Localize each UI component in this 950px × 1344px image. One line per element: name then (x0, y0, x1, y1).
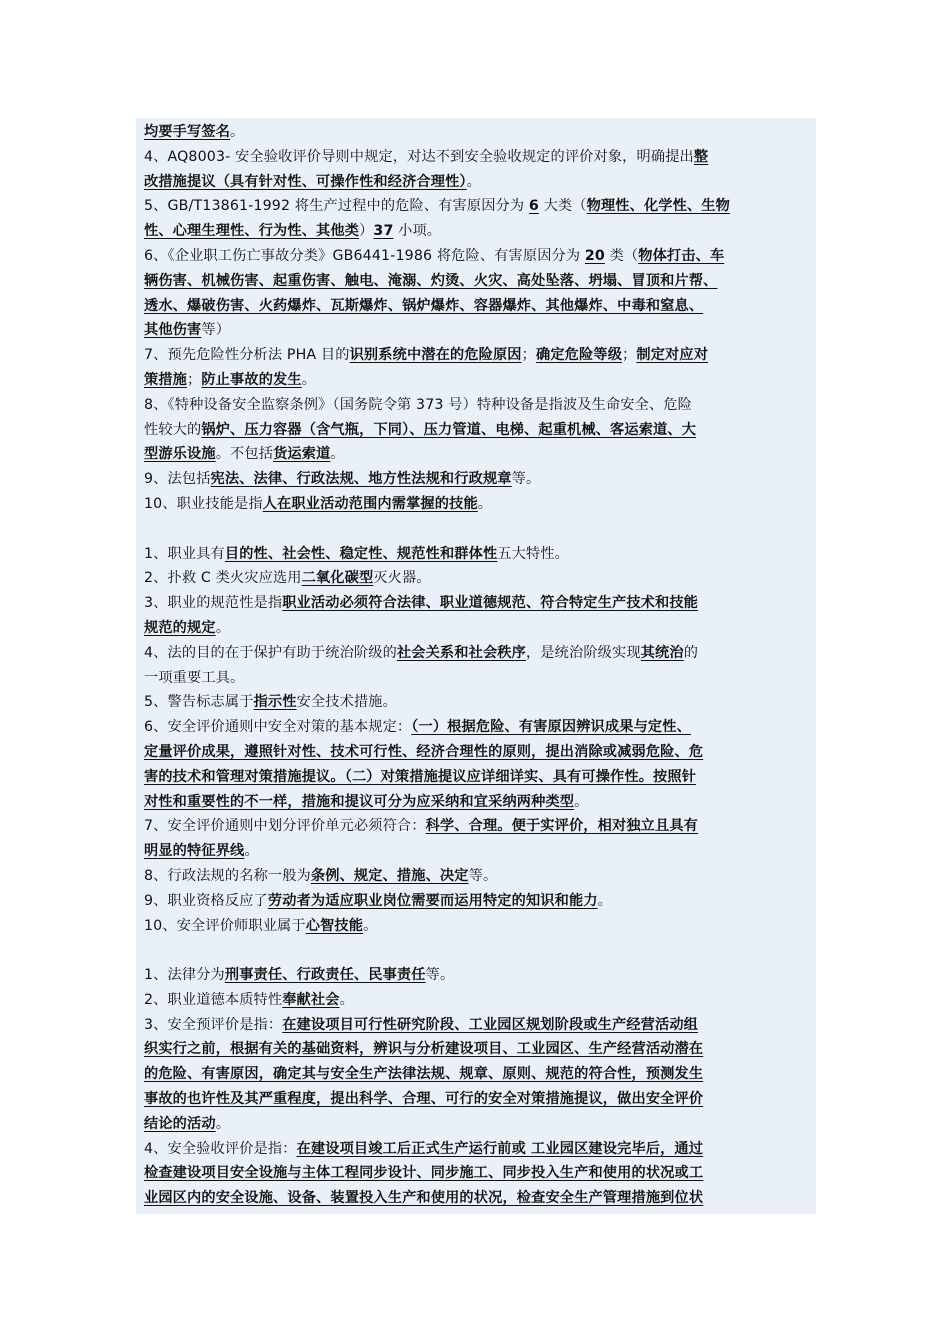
text-segment: 8、《特种设备安全监察条例》（国务院令第 373 号）特种设备是指波及生命安全、危险 (144, 396, 692, 413)
text-segment: 。 (244, 843, 259, 860)
underlined-answer: 心智技能 (305, 917, 364, 934)
underlined-answer: 性、心理生理性、行为性、其他类 (144, 223, 360, 240)
text-segment: 4、安全验收评价是指： (144, 1140, 297, 1157)
text-segment: 五大特性。 (497, 545, 569, 562)
text-segment: 1、法律分为 (144, 967, 225, 984)
text-segment: 灭火器。 (373, 570, 431, 587)
text-segment: 。 (301, 371, 317, 388)
underlined-answer: 其统治 (640, 644, 684, 661)
underlined-answer: 指示性 (253, 694, 297, 711)
underlined-answer: 在建设项目竣工后正式生产运行前或 工业园区建设完毕后，通过 (296, 1140, 704, 1157)
text-line (144, 1112, 816, 1137)
text-segment: 8、行政法规的名称一般为 (144, 867, 311, 884)
text-line (144, 219, 816, 244)
underlined-answer: 科学、合理。便于实评价，相对独立且具有 (425, 818, 699, 835)
text-line (144, 343, 816, 368)
text-segment: 。 (339, 991, 354, 1008)
text-segment: 等。 (511, 471, 541, 488)
text-segment: 。 (215, 1115, 231, 1132)
text-line (144, 814, 816, 839)
text-line (144, 467, 816, 492)
underlined-answer: 人在职业活动范围内需掌握的技能 (262, 495, 478, 512)
text-segment: 一项重要工具。 (144, 669, 245, 686)
blank-line (144, 938, 816, 963)
text-line (144, 864, 816, 889)
text-line (144, 393, 816, 418)
text-segment: ，是统治阶级实现 (525, 644, 641, 661)
underlined-answer: 职业活动必须符合法律、职业道德规范、符合特定生产技术和技能 (282, 595, 699, 612)
underlined-answer: 害的技术和管理对策措施提议。（二）对策措施提议应详细详实、具有可操作性。按照针 (144, 768, 697, 785)
text-line (144, 641, 816, 666)
text-line (144, 740, 816, 765)
text-line (144, 194, 816, 219)
underlined-answer: 物体打击、车 (638, 247, 725, 264)
text-segment: ； (521, 347, 536, 364)
text-segment: 6、《企业职工伤亡事故分类》GB6441-1986 将危险、有害原因分为 (144, 247, 585, 264)
text-segment: 安全技术措施。 (296, 694, 397, 711)
underlined-answer: 6 (528, 198, 539, 215)
text-line (144, 914, 816, 939)
text-line (144, 1062, 816, 1087)
text-line (144, 1137, 816, 1162)
underlined-answer: 型游乐设施 (144, 446, 216, 463)
text-line (144, 963, 816, 988)
text-segment: 10、职业技能是指 (144, 495, 263, 512)
text-segment: 等。 (425, 967, 455, 984)
text-segment: 3、安全预评价是指： (144, 1016, 283, 1033)
text-line (144, 839, 816, 864)
text-segment: 。 (330, 446, 345, 463)
text-segment: 。 (363, 917, 378, 934)
text-segment: 。 (574, 793, 589, 810)
text-segment: 7、预先危险性分析法 PHA 目的 (144, 347, 350, 364)
text-line (144, 170, 816, 195)
text-segment: 4、AQ8003- 安全验收评价导则中规定，对达不到安全验收规定的评价对象，明确提出 (144, 148, 694, 165)
underlined-answer: 其他伤害 (144, 322, 202, 339)
underlined-answer: 劳动者为适应职业岗位需要而运用特定的知识和能力 (267, 892, 598, 909)
text-segment: 10、安全评价师职业属于 (144, 917, 306, 934)
text-line (144, 1037, 816, 1062)
underlined-answer: 锅炉、压力容器（含气瓶，下同）、压力管道、电梯、起重机械、客运索道、大 (201, 421, 697, 438)
text-segment: 4、法的目的在于保护有助于统治阶级的 (144, 644, 397, 661)
text-segment: 。 (477, 495, 493, 512)
underlined-answer: 策措施 (144, 371, 188, 388)
underlined-answer: 明显的特征界线 (144, 843, 245, 860)
underlined-answer: 识别系统中潜在的危险原因 (349, 347, 522, 364)
text-segment: ） (359, 223, 374, 240)
text-line (144, 1087, 816, 1112)
underlined-answer: 改措施提议（具有针对性、可操作性和经济合理性） (144, 173, 467, 190)
text-line (144, 666, 816, 691)
underlined-answer: 结论的活动 (144, 1115, 216, 1132)
text-segment: 2、扑救 C 类火灾应选用 (144, 570, 302, 587)
underlined-answer: 整 (693, 148, 709, 165)
text-segment: 等。 (468, 867, 498, 884)
underlined-answer: 透水、爆破伤害、火药爆炸、瓦斯爆炸、锅炉爆炸、容器爆炸、其他爆炸、中毒和窒息、 (144, 297, 704, 314)
text-segment: 5、GB/T13861-1992 将生产过程中的危险、有害原因分为 (144, 198, 529, 215)
text-line (144, 1186, 816, 1211)
text-line (144, 715, 816, 740)
underlined-answer: 的危险、有害原因，确定其与安全生产法律法规、规章、原则、规范的符合性，预测发生 (144, 1066, 704, 1083)
underlined-answer: 业园区内的安全设施、设备、装置投入生产和使用的状况，检查安全生产管理措施到位状 (144, 1190, 704, 1207)
underlined-answer: 均要手写签名 (144, 124, 231, 140)
underlined-answer: 规范的规定 (144, 619, 216, 636)
text-line (144, 269, 816, 294)
underlined-answer: 20 (584, 247, 605, 264)
underlined-answer: 确定危险等级 (536, 347, 623, 364)
text-segment: 9、职业资格反应了 (144, 892, 268, 909)
text-line (144, 616, 816, 641)
text-line (144, 244, 816, 269)
underlined-answer: 定量评价成果，遵照针对性、技术可行性、经济合理性的原则，提出消除或减弱危险、危 (144, 743, 704, 760)
text-line (144, 492, 816, 517)
text-segment: 5、警告标志属于 (144, 694, 254, 711)
text-line (144, 294, 816, 319)
text-segment: 2、职业道德本质特性 (144, 991, 283, 1008)
text-segment: 等） (201, 322, 231, 339)
text-line (144, 1161, 816, 1186)
text-segment: 9、法包括 (144, 471, 211, 488)
text-segment: 大类（ (538, 198, 587, 215)
text-segment: 7、安全评价通则中划分评价单元必须符合： (144, 818, 426, 835)
underlined-answer: 37 (373, 223, 394, 240)
underlined-answer: 奉献社会 (282, 991, 340, 1008)
underlined-answer: 防止事故的发生 (201, 371, 302, 388)
text-line (144, 145, 816, 170)
underlined-answer: 织实行之前，根据有关的基础资料，辨识与分析建设项目、工业园区、生产经营活动潜在 (144, 1041, 704, 1058)
text-segment: 。 (230, 124, 245, 140)
text-line (144, 889, 816, 914)
text-segment: 3、职业的规范性是指 (144, 595, 283, 612)
underlined-answer: （一）根据危险、有害原因辨识成果与定性、 (411, 719, 691, 736)
underlined-answer: 事故的也许性及其严重程度，提出科学、合理、可行的安全对策措施提议，做出安全评价 (144, 1091, 704, 1108)
document-page (136, 118, 816, 1214)
text-line (144, 418, 816, 443)
text-segment: 6、安全评价通则中安全对策的基本规定： (144, 719, 412, 736)
text-line (144, 988, 816, 1013)
underlined-answer: 在建设项目可行性研究阶段、工业园区规划阶段或生产经营活动组 (282, 1016, 699, 1033)
text-line (144, 690, 816, 715)
text-line (144, 765, 816, 790)
text-segment: 。不包括 (215, 446, 274, 463)
text-segment: 。 (466, 173, 482, 190)
text-segment: 的 (683, 644, 699, 661)
text-segment: 1、职业具有 (144, 545, 225, 562)
text-line (144, 1013, 816, 1038)
underlined-answer: 物理性、化学性、生物 (586, 198, 730, 215)
text-segment: ； (187, 371, 202, 388)
underlined-answer: 二氧化碳型 (301, 570, 374, 587)
underlined-answer: 制定对应对 (636, 347, 709, 364)
text-line (144, 790, 816, 815)
blank-line (144, 517, 816, 542)
underlined-answer: 货运索道 (273, 446, 331, 463)
text-line (144, 542, 816, 567)
text-segment: 小项。 (393, 223, 442, 240)
underlined-answer: 宪法、法律、行政法规、地方性法规和行政规章 (210, 471, 512, 488)
text-segment: 。 (597, 892, 612, 909)
underlined-answer: 辆伤害、机械伤害、起重伤害、触电、淹溺、灼烫、火灾、高处坠落、坍塌、冒顶和片帮、 (144, 272, 718, 289)
underlined-answer: 刑事责任、行政责任、民事责任 (224, 967, 426, 984)
underlined-answer: 社会关系和社会秩序 (396, 644, 526, 661)
text-segment: ； (622, 347, 637, 364)
underlined-answer: 条例、规定、措施、决定 (310, 867, 469, 884)
text-segment: 性较大的 (144, 421, 202, 438)
text-line (144, 591, 816, 616)
underlined-answer: 对性和重要性的不一样，措施和提议可分为应采纳和宜采纳两种类型 (144, 793, 575, 810)
underlined-answer: 目的性、社会性、稳定性、规范性和群体性 (224, 545, 498, 562)
text-line (144, 120, 816, 145)
text-line (144, 566, 816, 591)
text-segment: 。 (215, 619, 231, 636)
text-segment: 类（ (604, 247, 639, 264)
text-line (144, 442, 816, 467)
text-line (144, 368, 816, 393)
underlined-answer: 检查建设项目安全设施与主体工程同步设计、同步施工、同步投入生产和使用的状况或工 (144, 1165, 704, 1182)
text-line (144, 318, 816, 343)
